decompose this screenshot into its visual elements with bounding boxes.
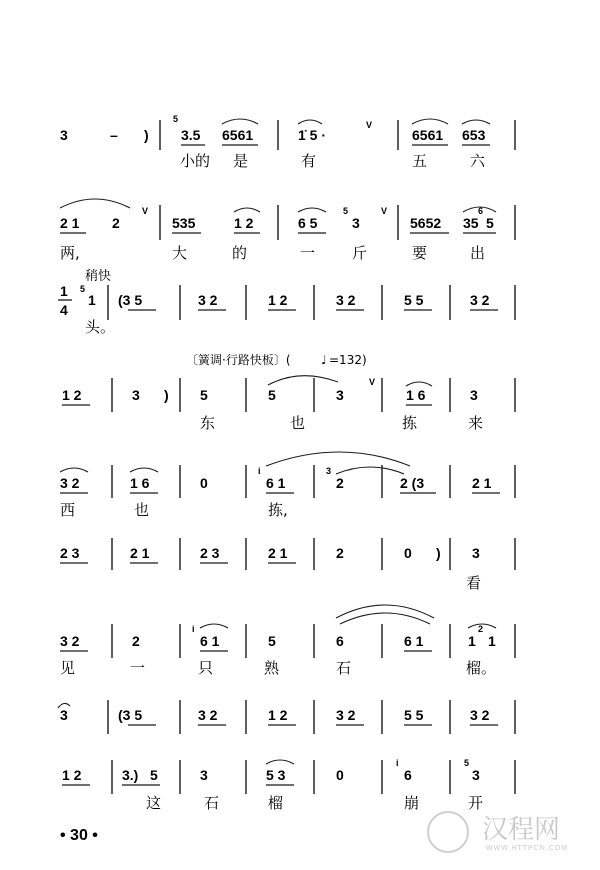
- slur: [234, 208, 260, 212]
- note: 1 2: [268, 707, 288, 723]
- lyric: 只: [198, 659, 214, 677]
- note: 2 (3: [400, 475, 425, 491]
- note: 6 1: [404, 633, 424, 649]
- system-7: [60, 605, 515, 677]
- note: 2 1: [130, 545, 150, 561]
- note: 3: [352, 215, 360, 231]
- note: 6: [336, 633, 344, 649]
- note: 2 1: [472, 475, 492, 491]
- slur: [60, 468, 88, 472]
- note: 1 6: [130, 475, 150, 491]
- lyric: 熟: [264, 659, 280, 677]
- slur: [266, 760, 294, 764]
- grace-note: i: [396, 758, 399, 768]
- slur: [340, 613, 430, 624]
- section-heading-text: 〔簧调·行路快板〕(: [186, 353, 291, 367]
- lyric: 大: [172, 244, 188, 262]
- note: 3: [472, 767, 480, 783]
- lyric: 东: [200, 414, 216, 432]
- lyric: 一: [130, 659, 146, 677]
- note: ): [144, 127, 149, 143]
- lyric: 西: [60, 501, 76, 519]
- note: 6561: [412, 127, 444, 143]
- system-1: [60, 114, 515, 170]
- lyric: 拣,: [268, 501, 288, 519]
- lyric: 石: [204, 794, 220, 812]
- tempo-marking: 稍快: [85, 269, 112, 284]
- note: 6 1: [200, 633, 220, 649]
- lyric: 六: [470, 152, 486, 170]
- lyric: 一: [300, 244, 316, 262]
- slur: [298, 120, 322, 124]
- grace-note: 5: [343, 206, 349, 216]
- slur: [298, 208, 326, 212]
- note: 1 2: [62, 767, 82, 783]
- slur: [268, 376, 338, 385]
- note: 5 5: [404, 707, 424, 723]
- slur: [222, 119, 258, 124]
- note: 0: [200, 475, 208, 491]
- grace-note: 5: [173, 114, 179, 124]
- lyric: 有: [301, 152, 317, 170]
- slur: [200, 624, 228, 628]
- slur: [412, 119, 448, 124]
- note: 1: [88, 292, 96, 308]
- note: 5 3: [266, 767, 286, 783]
- note: 3: [472, 545, 480, 561]
- note: 0: [336, 767, 344, 783]
- lyric: 榴。: [466, 659, 497, 677]
- breath-mark: V: [366, 120, 373, 130]
- note: 2: [336, 545, 344, 561]
- tempo-value: =132): [329, 353, 367, 367]
- note: 535: [172, 215, 196, 231]
- lyric: 来: [468, 414, 484, 432]
- lyric: 是: [233, 152, 249, 170]
- lyric: 五: [412, 152, 428, 170]
- note: 3: [200, 767, 208, 783]
- lyric: 这: [146, 794, 162, 812]
- note: 5: [268, 387, 276, 403]
- note: 3 2: [60, 475, 80, 491]
- note: –: [110, 127, 118, 143]
- note: 3 2: [336, 292, 356, 308]
- grace-note: 3: [326, 466, 332, 476]
- slur: [266, 452, 410, 466]
- slur: [406, 382, 432, 386]
- lyric: 小的: [180, 152, 211, 170]
- note: 2: [112, 215, 120, 231]
- note: (3 5: [118, 292, 143, 308]
- note: 6: [404, 767, 412, 783]
- grace-note: 2: [478, 624, 484, 634]
- note: 3: [132, 387, 140, 403]
- lyric: 也: [134, 501, 150, 519]
- note: 6 5: [298, 215, 318, 231]
- lyric: 也: [290, 414, 306, 432]
- system-9: [62, 758, 515, 812]
- note: 3 2: [470, 707, 490, 723]
- note: 35: [463, 215, 479, 231]
- slur: [130, 468, 158, 472]
- note: 6561: [222, 127, 254, 143]
- watermark-text: 汉程网: [482, 815, 561, 845]
- note: 2 1: [268, 545, 288, 561]
- lyric: 开: [468, 794, 484, 812]
- lyric: 见: [60, 659, 76, 677]
- note: 2 3: [60, 545, 80, 561]
- slur: [462, 120, 490, 124]
- watermark-logo-icon: [428, 812, 468, 852]
- lyric: 要: [412, 244, 428, 262]
- note: ): [436, 545, 441, 561]
- lyric: 斤: [352, 244, 368, 262]
- system-8: [58, 700, 515, 734]
- lyric: 拣: [402, 414, 418, 432]
- slur: [60, 199, 130, 208]
- watermark: [428, 812, 568, 852]
- lyric: 出: [470, 244, 486, 262]
- note: 3 2: [198, 707, 218, 723]
- note: 3 2: [470, 292, 490, 308]
- note: 1: [488, 633, 496, 649]
- note: 3 2: [60, 633, 80, 649]
- note: 2: [336, 475, 344, 491]
- note: 1 2: [234, 215, 254, 231]
- lyric: 的: [232, 244, 248, 262]
- note: 1̇ 5 ·: [298, 127, 327, 143]
- note: 653: [462, 127, 486, 143]
- slur: [336, 467, 404, 474]
- breath-mark: V: [369, 377, 376, 387]
- note: 5652: [410, 215, 442, 231]
- system-5: [60, 452, 515, 519]
- note: 2 3: [200, 545, 220, 561]
- note: ): [164, 387, 169, 403]
- lyric: 石: [336, 659, 352, 677]
- note: 1 6: [406, 387, 426, 403]
- note: 5 5: [404, 292, 424, 308]
- system-4: [62, 376, 515, 432]
- grace-note: 5: [464, 758, 470, 768]
- note: (3 5: [118, 707, 143, 723]
- note: 6 1: [266, 475, 286, 491]
- note: 5: [486, 215, 494, 231]
- breath-mark: V: [142, 206, 149, 216]
- note: 1 2: [62, 387, 82, 403]
- note: 3.): [122, 767, 139, 783]
- note: 3: [60, 707, 68, 723]
- system-6: [60, 538, 515, 592]
- note: 1: [468, 633, 476, 649]
- watermark-url: WWW.HTTPCN.COM: [486, 845, 569, 852]
- note: 3: [336, 387, 344, 403]
- note: 0: [404, 545, 412, 561]
- note: 3 2: [336, 707, 356, 723]
- lyric: 崩: [404, 794, 420, 812]
- time-signature-top: 1: [60, 283, 68, 299]
- breath-mark: V: [381, 206, 388, 216]
- grace-note: i: [258, 466, 261, 476]
- note: 5: [268, 633, 276, 649]
- note: 5: [200, 387, 208, 403]
- section-heading: [186, 352, 367, 367]
- note: 2: [132, 633, 140, 649]
- slur: [336, 605, 434, 618]
- note: 1 2: [268, 292, 288, 308]
- lyric: 看: [466, 574, 482, 592]
- page-number: • 30 •: [60, 827, 98, 844]
- grace-note: i: [192, 624, 195, 634]
- note: 3.5: [181, 127, 201, 143]
- note: 3: [60, 127, 68, 143]
- grace-note: 5: [80, 284, 86, 294]
- note: 5: [150, 767, 158, 783]
- system-3: [58, 268, 515, 336]
- note: 3 2: [198, 292, 218, 308]
- lyric: 榴: [268, 794, 284, 812]
- quarter-note-icon: ♩: [321, 353, 327, 367]
- note: 2 1: [60, 215, 80, 231]
- note: 3: [470, 387, 478, 403]
- system-2: [60, 199, 515, 262]
- lyric: 头。: [85, 318, 116, 336]
- grace-note: 6: [478, 206, 484, 216]
- time-signature-bottom: 4: [60, 302, 68, 318]
- lyric: 两,: [60, 244, 80, 262]
